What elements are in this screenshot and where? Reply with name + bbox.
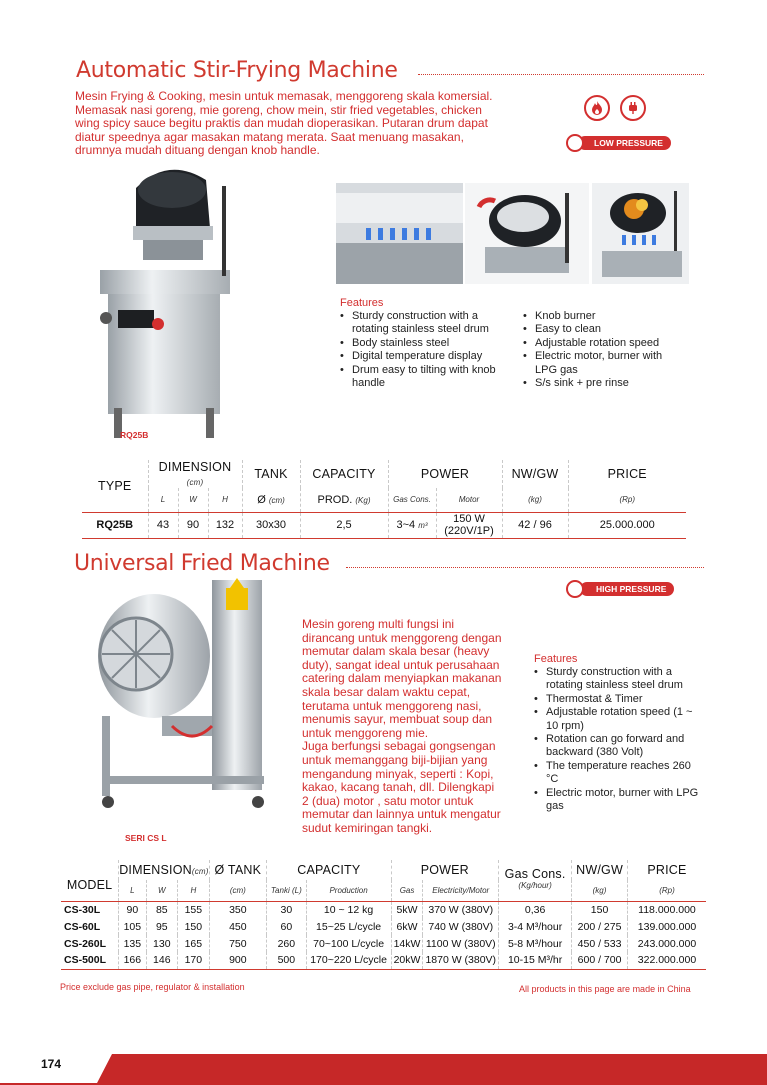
cell-tank: 450: [209, 918, 266, 935]
col-power: POWER: [388, 460, 502, 488]
sub-h: H: [178, 880, 210, 901]
cell-nwgw: 200 / 275: [572, 918, 628, 935]
cell-nwgw: 600 / 700: [572, 952, 628, 969]
cell-tank: 750: [209, 935, 266, 952]
sub-gas: Gas: [391, 880, 423, 901]
feature-item: • Sturdy construction with a rotating stainless steel drum: [532, 666, 702, 693]
desc-line: drumnya mudah dituang dengan knob handle.: [75, 143, 320, 158]
drum-tilt-photo: [465, 183, 589, 284]
cell-nwgw: 450 / 533: [572, 935, 628, 952]
page-number: 174: [41, 1057, 62, 1071]
feature-item: • Digital temperature display: [338, 350, 508, 363]
table-row: [61, 952, 706, 969]
footer-red-bar: [0, 1054, 767, 1085]
cell-tank: 900: [209, 952, 266, 969]
cell-price: 139.000.000: [637, 920, 697, 933]
cell-production: 10 ~ 12 kg: [306, 901, 391, 918]
table-row: [61, 918, 706, 935]
desc-line: Memasak nasi goreng, mie goreng, chow mein, stir fried vegetables, chicken: [75, 102, 482, 117]
cell-l: 166: [119, 952, 146, 969]
col-power: POWER: [391, 860, 498, 880]
title-dotted-rule: [346, 567, 704, 568]
section2-features-title: Features: [534, 653, 578, 665]
low-pressure-badge: LOW PRESSURE: [578, 136, 671, 150]
table-row: [82, 512, 686, 538]
cell-l: 135: [119, 935, 146, 952]
cell-liters: 260: [267, 935, 307, 952]
cell-w: 146: [146, 952, 178, 969]
cell-l: 105: [119, 918, 146, 935]
cell-price: 118.000.000: [627, 901, 706, 918]
cell-liters: 60: [267, 918, 307, 935]
cell-production: 70~100 L/cycle: [306, 935, 391, 952]
col-model: MODEL: [66, 878, 113, 893]
desc-line: sudut kemiringan tangki.: [302, 820, 433, 835]
cell-model: CS-260L: [64, 937, 107, 950]
pressure-gauge-icon: [566, 134, 584, 152]
stir-fry-spec-table: [82, 460, 686, 539]
cell-gas: 14kW: [391, 935, 423, 952]
section1-description: [75, 90, 495, 158]
cell-production: 15~25 L/cycle: [306, 918, 391, 935]
plug-icon: [620, 95, 646, 121]
cell-type: RQ25B: [82, 512, 148, 538]
sub-tank: (cm): [209, 880, 266, 901]
rq25b-caption: RQ25B: [120, 430, 149, 440]
col-dimension: DIMENSION (cm): [148, 460, 242, 488]
desc-line: wing spicy sauce begitu praktis dan mudah dioperasikan. Putaran drum dapat: [75, 116, 488, 131]
sub-price: (Rp): [619, 495, 636, 505]
cell-capacity: 2,5: [300, 512, 388, 538]
table-row: [61, 935, 706, 952]
desc-line: Juga berfungsi sebagai gongsengan: [302, 739, 496, 754]
cell-h: 132: [208, 512, 242, 538]
feature-item: • Adjustable rotation speed (1 ~ 10 rpm): [532, 706, 702, 733]
desc-line: skala besar dalam waktu cepat,: [302, 684, 471, 699]
seri-cs-caption: SERI CS L: [125, 833, 167, 843]
feature-item: • S/s sink + pre rinse: [521, 377, 681, 390]
title-dotted-rule: [418, 74, 704, 75]
cell-w: 95: [146, 918, 178, 935]
sub-w: W: [178, 488, 208, 512]
col-gas-cons: Gas Cons. (Kg/hour): [499, 860, 572, 901]
desc-line: duty), sangat ideal untuk perusahaan: [302, 657, 500, 672]
desc-line: diatur speednya agar masakan matang merata. Saat menuang masakan,: [75, 129, 464, 144]
cell-motor: 1870 W (380V): [423, 952, 499, 969]
cell-w: 90: [178, 512, 208, 538]
table-row: [61, 901, 706, 918]
cell-motor: 740 W (380V): [423, 918, 499, 935]
pressure-gauge-icon: [566, 580, 584, 598]
cell-gas: 20kW: [391, 952, 423, 969]
sub-motor: Motor: [436, 488, 502, 512]
sub-motor: Electricity/Motor: [423, 880, 499, 901]
feature-item: • Electric motor, burner with LPG gas: [521, 350, 681, 377]
sub-l: L: [119, 880, 146, 901]
feature-item: • Rotation can go forward and backward (380 Volt): [532, 733, 702, 760]
fire-icon: [584, 95, 610, 121]
cell-price: 322.000.000: [627, 952, 706, 969]
cell-h: 165: [178, 935, 210, 952]
cell-l: 90: [119, 901, 146, 918]
cell-h: 150: [178, 918, 210, 935]
desc-line: untuk menggoreng mie.: [302, 725, 429, 740]
cell-gas: 6kW: [391, 918, 423, 935]
col-dimension: DIMENSION(cm): [119, 860, 209, 880]
made-in-china-note: All products in this page are made in China: [519, 984, 691, 994]
feature-item: • Drum easy to tilting with knob handle: [338, 364, 508, 391]
desc-line: kakao, kacang tanah, dll. Dilengkapi: [302, 780, 495, 795]
cell-liters: 500: [267, 952, 307, 969]
desc-line: memutar dan lainnya untuk mengatur: [302, 807, 501, 822]
col-price: PRICE: [647, 863, 687, 877]
section2-title: Universal Fried Machine: [74, 551, 330, 576]
sub-gas-cons: Gas Cons.: [388, 488, 436, 512]
cell-gas: 3~4 m³: [388, 512, 436, 538]
cell-gas-cons: 0,36: [499, 901, 572, 918]
cooking-flame-photo: [592, 183, 689, 284]
col-price: PRICE: [607, 467, 647, 481]
cell-model: CS-30L: [61, 901, 119, 918]
cell-gas: 5kW: [391, 901, 423, 918]
cell-motor: 370 W (380V): [423, 901, 499, 918]
section1-title: Automatic Stir-Frying Machine: [76, 58, 398, 83]
feature-item: • Easy to clean: [521, 323, 681, 336]
sub-w: W: [146, 880, 178, 901]
section1-features-right: [521, 310, 681, 390]
desc-line: catering dalam menyiapkan makanan: [302, 671, 502, 686]
col-tank: Ø TANK: [209, 860, 266, 880]
sub-tanki: Tanki (L): [267, 880, 307, 901]
cell-gas-cons: 3-4 M³/hour: [499, 918, 572, 935]
cell-gas-cons: 5-8 M³/hour: [499, 935, 572, 952]
cell-tank: 350: [209, 901, 266, 918]
cell-gas-cons: 10-15 M³/hr: [499, 952, 572, 969]
desc-line: dirancang untuk menggoreng dengan: [302, 630, 502, 645]
feature-item: • Electric motor, burner with LPG gas: [532, 787, 702, 814]
desc-line: menumis sayur, membuat soup dan: [302, 712, 493, 727]
feature-item: • Adjustable rotation speed: [521, 337, 681, 350]
cell-motor: 150 W (220V/1P): [436, 512, 502, 538]
col-nwgw: NW/GW: [572, 860, 628, 880]
cell-w: 130: [146, 935, 178, 952]
col-tank: TANK: [242, 460, 300, 488]
cell-h: 170: [178, 952, 210, 969]
desc-line: Mesin Frying & Cooking, mesin untuk memasak, menggoreng skala komersial.: [75, 89, 493, 103]
sub-production: Production: [306, 880, 391, 901]
high-pressure-badge: HIGH PRESSURE: [580, 582, 674, 596]
cell-price: 243.000.000: [637, 937, 697, 950]
section1-features-title: Features: [340, 297, 384, 309]
desc-line: memutar dalam skala besar (heavy: [302, 644, 490, 659]
sub-nwgw: (kg): [502, 488, 568, 512]
desc-line: untuk memanggang biji-bijian yang: [302, 752, 488, 767]
section1-features-left: [338, 310, 508, 390]
col-nwgw: NW/GW: [502, 460, 568, 488]
cell-h: 155: [178, 901, 210, 918]
stir-fry-machine-photo: [88, 158, 248, 443]
cell-w: 85: [146, 901, 178, 918]
sub-l: L: [148, 488, 178, 512]
cell-model: CS-60L: [64, 920, 101, 933]
sub-price: (Rp): [659, 885, 675, 895]
burner-detail-photo: [336, 183, 463, 284]
desc-line: Mesin goreng multi fungsi ini: [302, 617, 455, 631]
cell-motor: 1100 W (380V): [423, 935, 499, 952]
cell-liters: 30: [267, 901, 307, 918]
price-exclusion-note: Price exclude gas pipe, regulator & installation: [60, 982, 245, 992]
cell-nwgw: 42 / 96: [502, 512, 568, 538]
feature-item: • Sturdy construction with a rotating stainless steel drum: [338, 310, 508, 337]
col-capacity: CAPACITY: [267, 860, 392, 880]
cell-price: 25.000.000: [568, 512, 686, 538]
cell-l: 43: [148, 512, 178, 538]
cell-model: CS-500L: [61, 952, 119, 969]
sub-capacity: PROD. (Kg): [300, 488, 388, 512]
desc-line: mengandung minyak, seperti : Kopi,: [302, 766, 494, 781]
feature-item: • Body stainless steel: [338, 337, 508, 350]
desc-line: 2 (dua) motor , satu motor untuk: [302, 793, 474, 808]
cell-production: 170~220 L/cycle: [306, 952, 391, 969]
feature-item: • Knob burner: [521, 310, 681, 323]
sub-nwgw: (kg): [572, 880, 628, 901]
cell-nwgw: 150: [572, 901, 628, 918]
col-type: TYPE: [98, 478, 132, 493]
desc-line: terutama untuk menggoreng nasi,: [302, 698, 482, 713]
section2-description: [302, 618, 522, 836]
universal-fryer-spec-table: [61, 860, 706, 970]
universal-fried-machine-photo: [92, 576, 282, 816]
sub-h: H: [208, 488, 242, 512]
sub-tank: Ø (cm): [242, 488, 300, 512]
col-capacity: CAPACITY: [300, 460, 388, 488]
cell-tank: 30x30: [242, 512, 300, 538]
feature-item: • Thermostat & Timer: [532, 693, 702, 706]
feature-item: • The temperature reaches 260 °C: [532, 760, 702, 787]
section2-features: [532, 666, 702, 813]
